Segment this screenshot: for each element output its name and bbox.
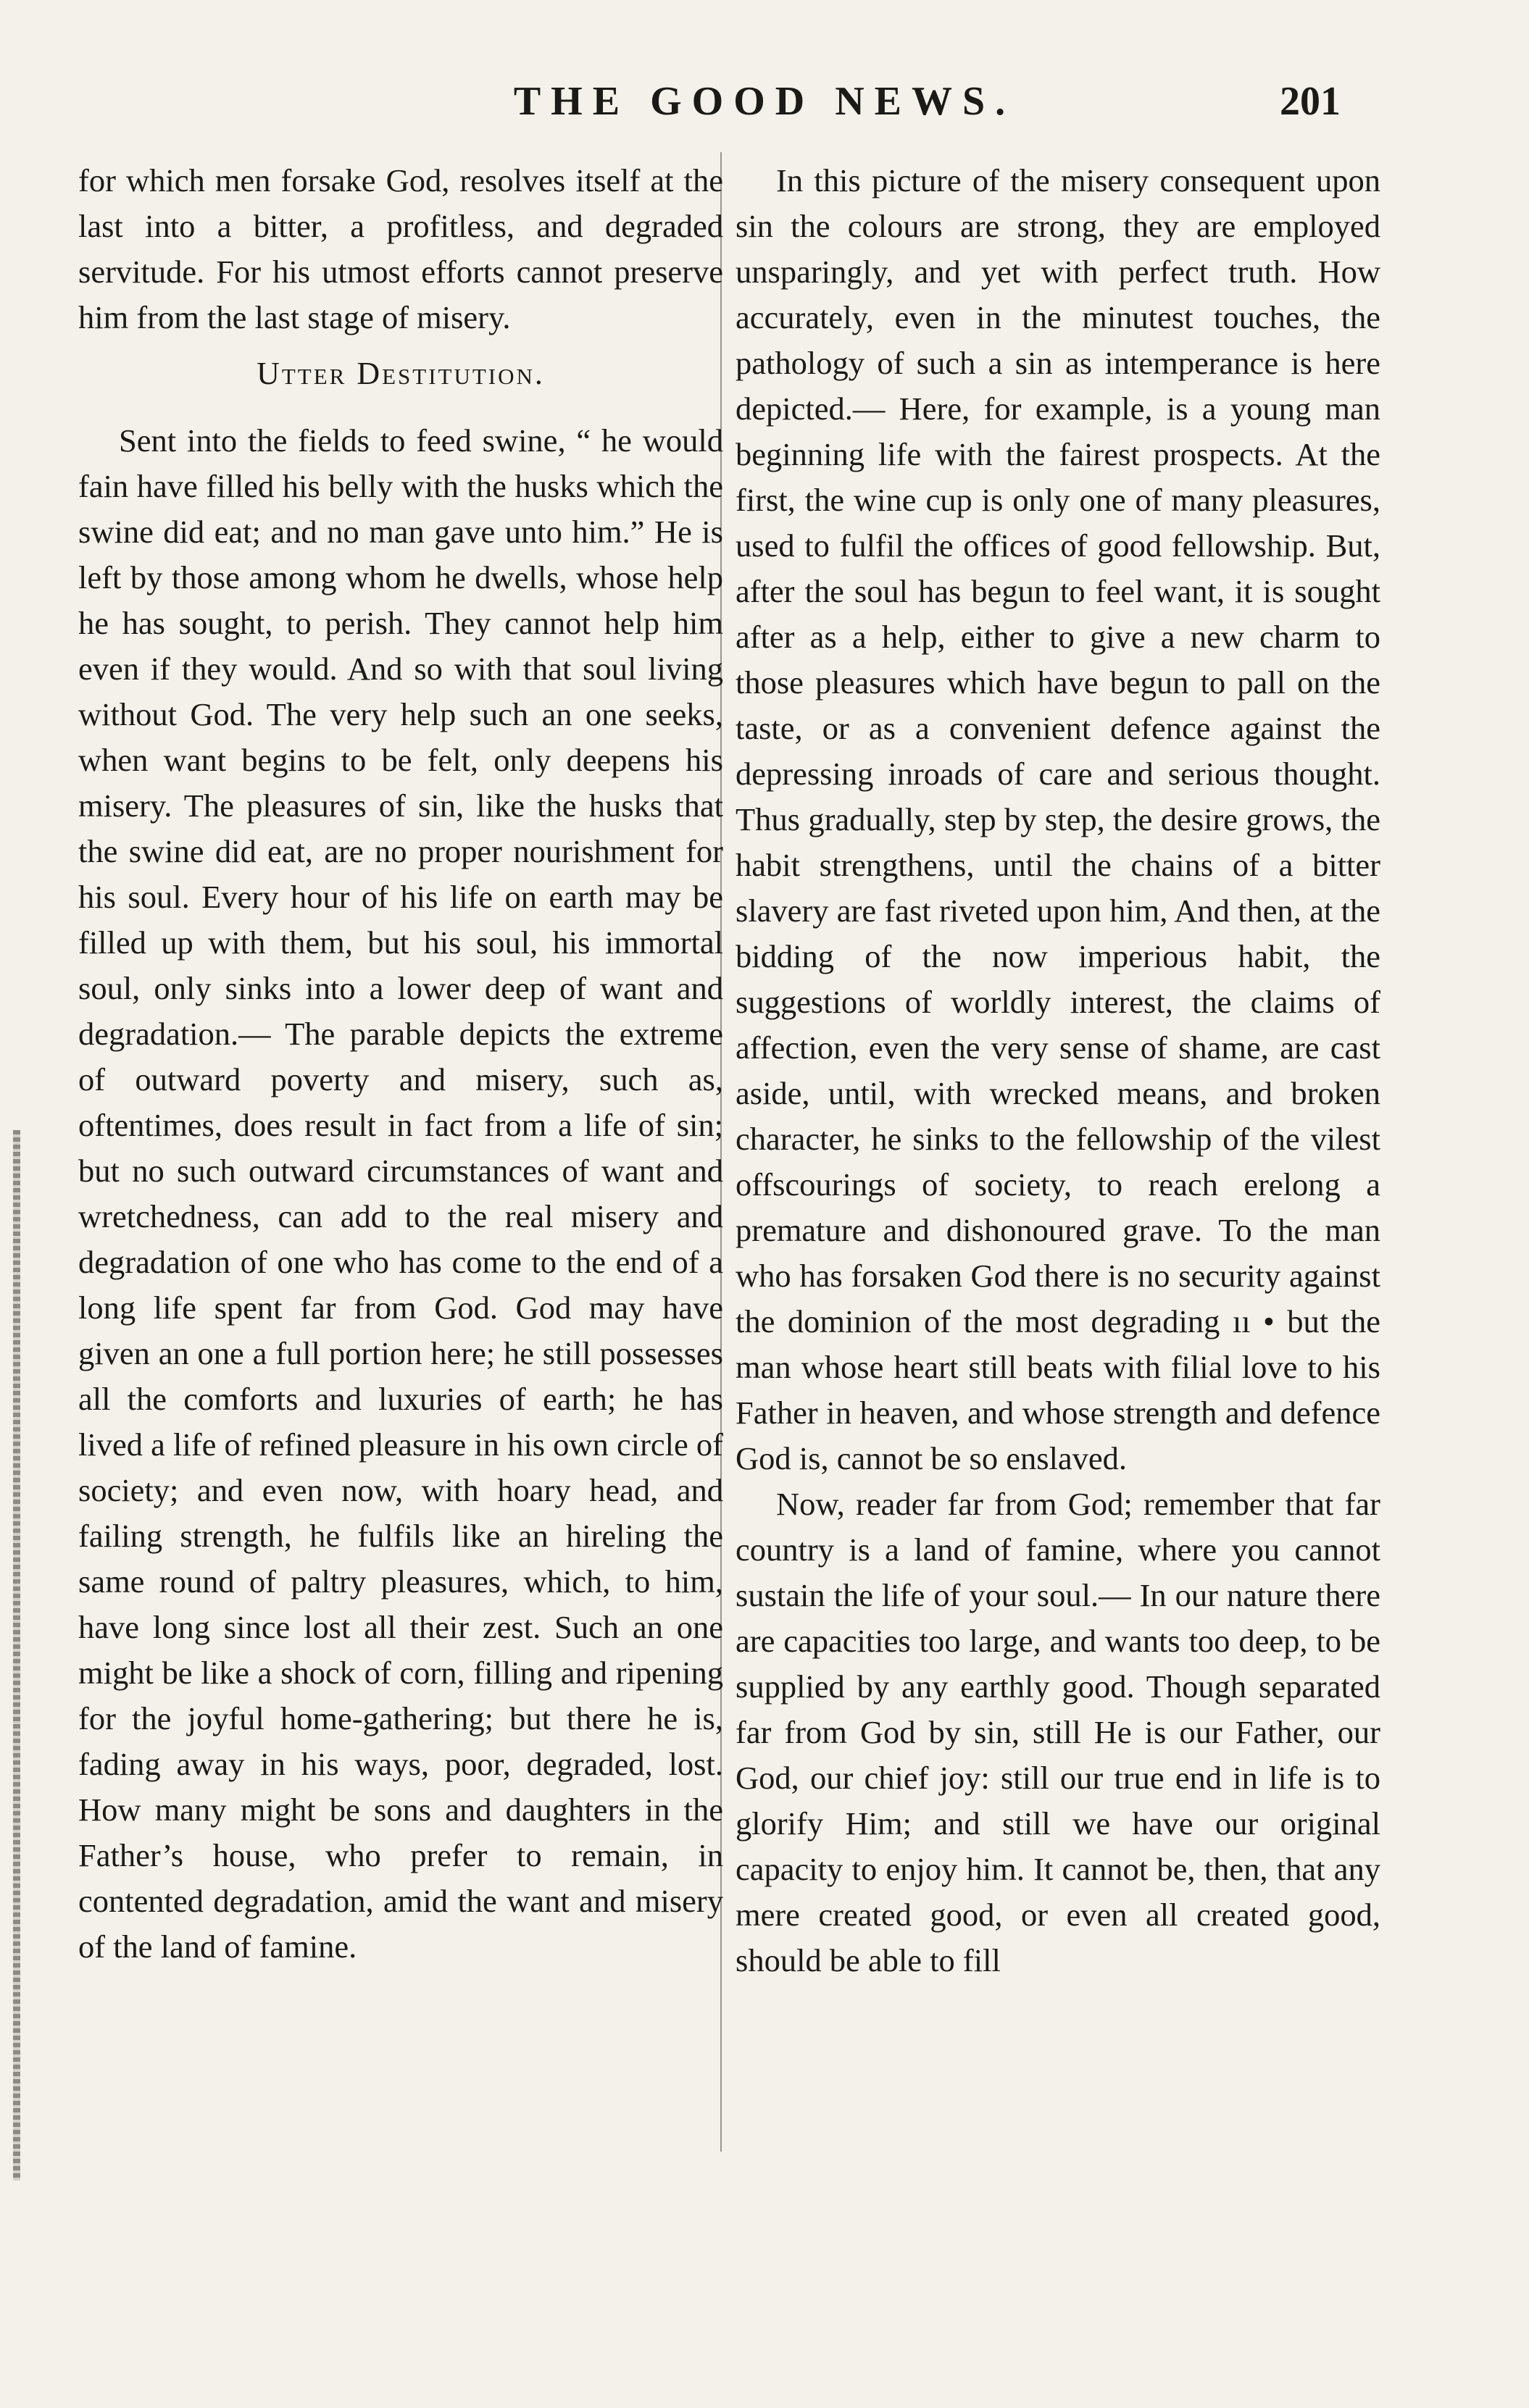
- section-heading: Utter Destitution.: [257, 356, 545, 391]
- left-column: [78, 158, 723, 1970]
- binding-margin-mark: [13, 1130, 20, 2181]
- right-paragraph-intemperance: In this picture of the misery consequent upon sin the colours are strong, they are employed unsparingly, and yet with perfect truth. How accurately, even in the minutest touches, the pathology of such a sin as intemperance is here depicted.— Here, for example, is a young man beginning life with the fairest prospects. At the first, the wine cup is only one of many pleasures, used to fulfil the offices of good fellowship. But, after the soul has begun to feel want, it is sought after as a help, either to give a new charm to those pleasures which have begun to pall on the taste, or as a convenient defence against the depressing inroads of care and serious thought. Thus gradually, step by step, the desire grows, the habit strengthens, until the chains of a bitter slavery are fast riveted upon him, And then, at the bidding of the now imperious habit, the suggestions of worldly interest, the claims of affection, even the very sense of shame, are cast aside, until, with wrecked means, and broken character, he sinks to the fellowship of the vilest offscourings of society, to reach erelong a premature and dishonoured grave. To the man who has forsaken God there is no security against the dominion of the most degrading ıı • but the man whose heart still beats with filial love to his Father in heaven, and whose strength and defence God is, cannot be so enslaved.: [736, 162, 1380, 1476]
- left-paragraph-destitution: Sent into the fields to feed swine, “ he would fain have filled his belly with the husks which the swine did eat; and no man gave unto him.” He is left by those among whom he dwells, whose help he has sought, to perish. They cannot help him even if they would. And so with that soul living without God. The very help such an one seeks, when want begins to be felt, only deepens his misery. The pleasures of sin, like the husks that the swine did eat, are no proper nourishment for his soul. Every hour of his life on earth may be filled up with them, but his soul, his immortal soul, only sinks into a lower deep of want and degradation.— The parable depicts the extreme of outward poverty and misery, such as, oftentimes, does result in fact from a life of sin; but no such outward circumstances of want and wretchedness, can add to the real misery and degradation of one who has come to the end of a long life spent far from God. God may have given an one a full portion here; he still possesses all the comforts and luxuries of earth; he has lived a life of refined pleasure in his own circle of society; and even now, with hoary head, and failing strength, he fulfils like an hireling the same round of paltry pleasures, which, to him, have long since lost all their zest. Such an one might be like a shock of corn, filling and ripening for the joyful home-gathering; but there he is, fading away in his ways, poor, degraded, lost. How many might be sons and daughters in the Father’s house, who prefer to remain, in contented degradation, amid the want and misery of the land of famine.: [78, 422, 723, 1965]
- running-header-title: THE GOOD NEWS.: [513, 79, 1016, 124]
- left-paragraph-continuation: for which men forsake God, resolves itself at the last into a bitter, a profitless, and degraded servitude. For his utmost efforts cannot preserve him from the last stage of misery.: [78, 162, 723, 335]
- right-column: [736, 158, 1380, 1983]
- page-number: 201: [1280, 79, 1341, 124]
- right-paragraph-reader: Now, reader far from God; remember that far country is a land of famine, where you cannot sustain the life of your soul.— In our nature there are capacities too large, and wants too deep, to be supplied by any earthly good. Though separated far from God by sin, still He is our Father, our God, our chief joy: still our true end in life is to glorify Him; and still we have our original capacity to enjoy him. It cannot be, then, that any mere created good, or even all created good, should be able to fill: [736, 1486, 1380, 1978]
